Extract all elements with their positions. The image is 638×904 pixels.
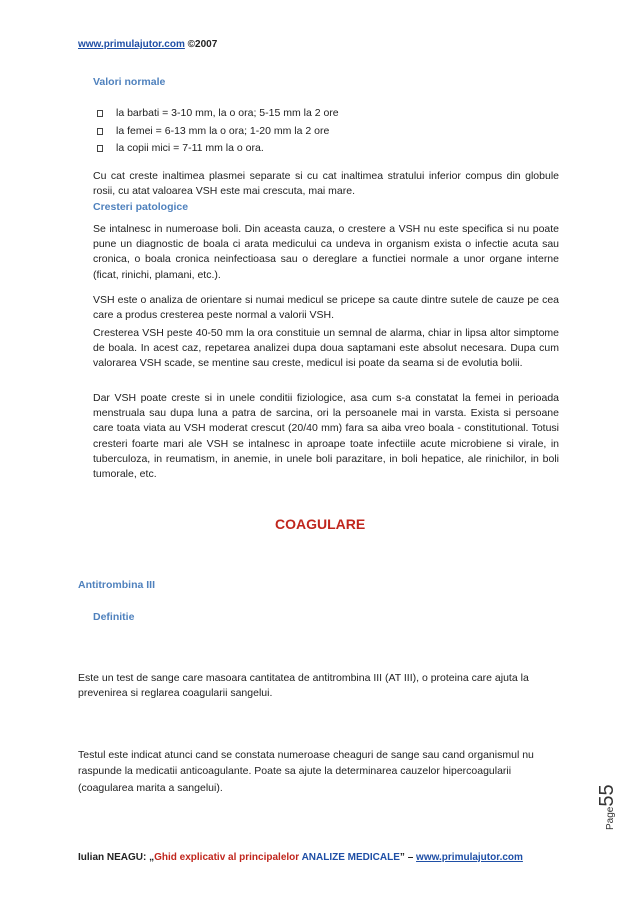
valori-list — [96, 106, 339, 159]
list-item: la barbati = 3-10 mm, la o ora; 5-15 mm la 2 ore — [96, 106, 339, 124]
list-item: la femei = 6-13 mm la o ora; 1-20 mm la 2 ore — [96, 124, 339, 142]
page-footer — [78, 851, 523, 866]
valori-paragraph: Cu cat creste inaltimea plasmei separate si cu cat inaltimea stratului inferior compus din globule rosii, cu atat valoarea VSH este mai crescuta, mai mare. — [93, 170, 559, 198]
coagulare-title: COAGULARE — [275, 516, 366, 532]
cresteri-paragraph-2: VSH este o analiza de orientare si numai medicul se pricepe sa caute dintre sutele de cauze pe cea care a produs cresterea peste normal a valorii VSH. — [93, 294, 559, 322]
page-header — [78, 38, 217, 53]
antitrombina-paragraph-2: Testul este indicat atunci cand se constata numeroase cheaguri de sange sau cand organismul nu raspunde la medicatii anticoagulante. Poate sa ajute la determinarea cauzelor hipercoagularii (coagularea marita a sangelui). — [78, 749, 534, 794]
footer-guide: Ghid explicativ al principalelor — [154, 852, 302, 863]
footer-link[interactable]: www.primulajutor.com — [416, 852, 523, 863]
bullet-box-icon — [97, 128, 103, 135]
valori-normale-heading: Valori normale — [93, 76, 166, 88]
antitrombina-paragraph-1: Este un test de sange care masoara cantitatea de antitrombina III (AT III), o proteina care ajuta la prevenirea si reglarea coagularii sangelui. — [78, 672, 529, 700]
list-item: la copii mici = 7-11 mm la o ora. — [96, 141, 339, 159]
cresteri-paragraph-1: Se intalnesc in numeroase boli. Din aceasta cauza, o crestere a VSH nu este specifica si nu poate pune un diagnostic de boala ci arata medicului ca undeva in organism exista o infectie acuta sau cronica, o boala cronica neinfectioasa sau o dereglare a functiei normale a unor organe interne (ficat, rinichi, plamani, etc.). — [93, 223, 559, 281]
footer-author: Iulian NEAGU: „ — [78, 852, 155, 863]
bullet-box-icon — [97, 145, 103, 152]
antitrombina-heading: Antitrombina III — [78, 579, 155, 591]
bullet-box-icon — [97, 110, 103, 117]
page-number — [591, 770, 621, 830]
definitie-heading: Definitie — [93, 611, 135, 623]
page-word: Page — [605, 806, 616, 830]
cresteri-paragraph-3: Cresterea VSH peste 40-50 mm la ora constituie un semnal de alarma, chiar in lipsa altor simptome de boala. In acest caz, repetarea analizei dupa doua saptamani este absolut necesara. Dupa cum valorarea VSH scade, se mentine sau creste, medicul isi poate da seama si de evolutia bolii. — [93, 327, 559, 370]
cresteri-heading: Cresteri patologice — [93, 201, 189, 213]
header-link[interactable]: www.primulajutor.com — [78, 39, 185, 50]
page-number-value: 55 — [596, 784, 618, 807]
footer-separator: ” – — [399, 852, 417, 863]
footer-analize: ANALIZE MEDICALE — [301, 852, 400, 863]
header-copyright: ©2007 — [184, 39, 218, 50]
cresteri-paragraph-4: Dar VSH poate creste si in unele conditii fiziologice, asa cum s-a constatat la femei in perioada menstruala sau dupa luna a patra de sarcina, ori la persoanele mai in varsta. Exista si persoane care toata viata au VSH moderat crescut (20/40 mm) fara sa aiba vreo boala - constitutional. Totusi cresteri foarte mari ale VSH se intalnesc in aproape toate infectiile acute microbiene si virale, in tuberculoza, in reumatism, in anemie, in unele boli parazitare, in boli hepatice, ale rinichilor, in boli tumorale, etc. — [93, 392, 559, 481]
